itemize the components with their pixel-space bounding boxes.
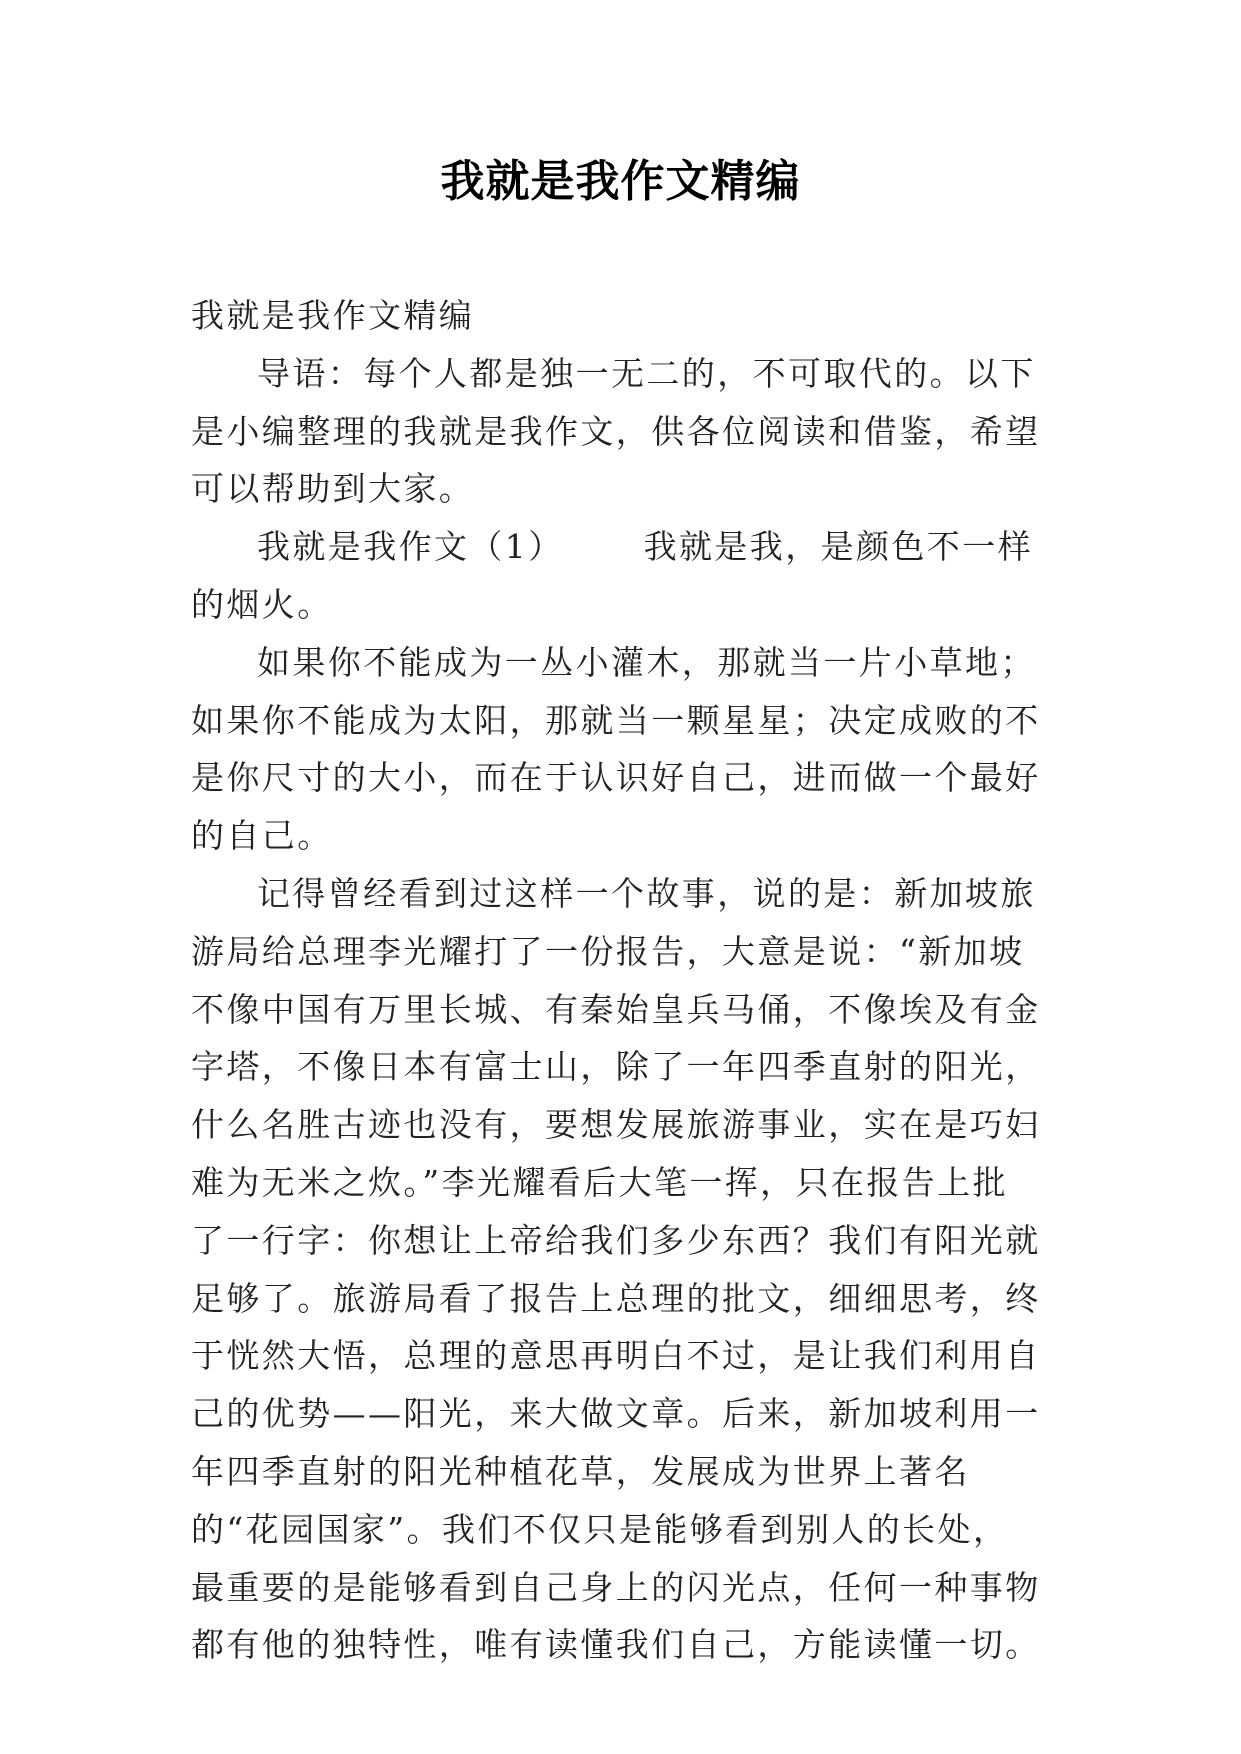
document-subtitle: 我就是我作文精编 bbox=[191, 296, 475, 335]
section-opening-line: 我就是我，是颜色不一样的烟火。 bbox=[191, 527, 1034, 624]
body-paragraph: 如果你不能成为一丛小灌木，那就当一片小草地；如果你不能成为太阳，那就当一颗星星；决定成败的不是你尺寸的大小，而在于认识好自己，进而做一个最好的自己。 bbox=[191, 642, 1041, 856]
body-paragraph: 记得曾经看到过这样一个故事，说的是：新加坡旅游局给总理李光耀打了一份报告，大意是说：“新加坡不像中国有万里长城、有秦始皇兵马俑，不像埃及有金字塔，不像日本有富士山，除了一年四季直射的阳光，什么名胜古迹也没有，要想发展旅游事业，实在是巧妇难为无米之炊。”李光耀看后大笔一挥，只在报告上批了一行字：你想让上帝给我们多少东西？我们有阳光就足够了。旅游局看了报告上总理的批文，细细思考，终于恍然大悟，总理的意思再明白不过，是让我们利用自己的优势——阳光，来大做文章。后来，新加坡利用一年四季直射的阳光种植花草，发展成为世界上著名的“花园国家”。我们不仅只是能够看到别人的长处，最重要的是能够看到自己身上的闪光点，任何一种事物都有他的独特性，唯有读懂我们自己，方能读懂一切。 bbox=[191, 873, 1041, 1665]
section-heading: 我就是我作文（1） bbox=[257, 527, 564, 567]
document-title: 我就是我作文精编 bbox=[440, 156, 801, 207]
intro-paragraph: 导语：每个人都是独一无二的，不可取代的。以下是小编整理的我就是我作文，供各位阅读和借鉴，希望可以帮助到大家。 bbox=[191, 353, 1041, 509]
document-body bbox=[191, 287, 1043, 1674]
section-1-paragraph bbox=[191, 518, 1043, 634]
